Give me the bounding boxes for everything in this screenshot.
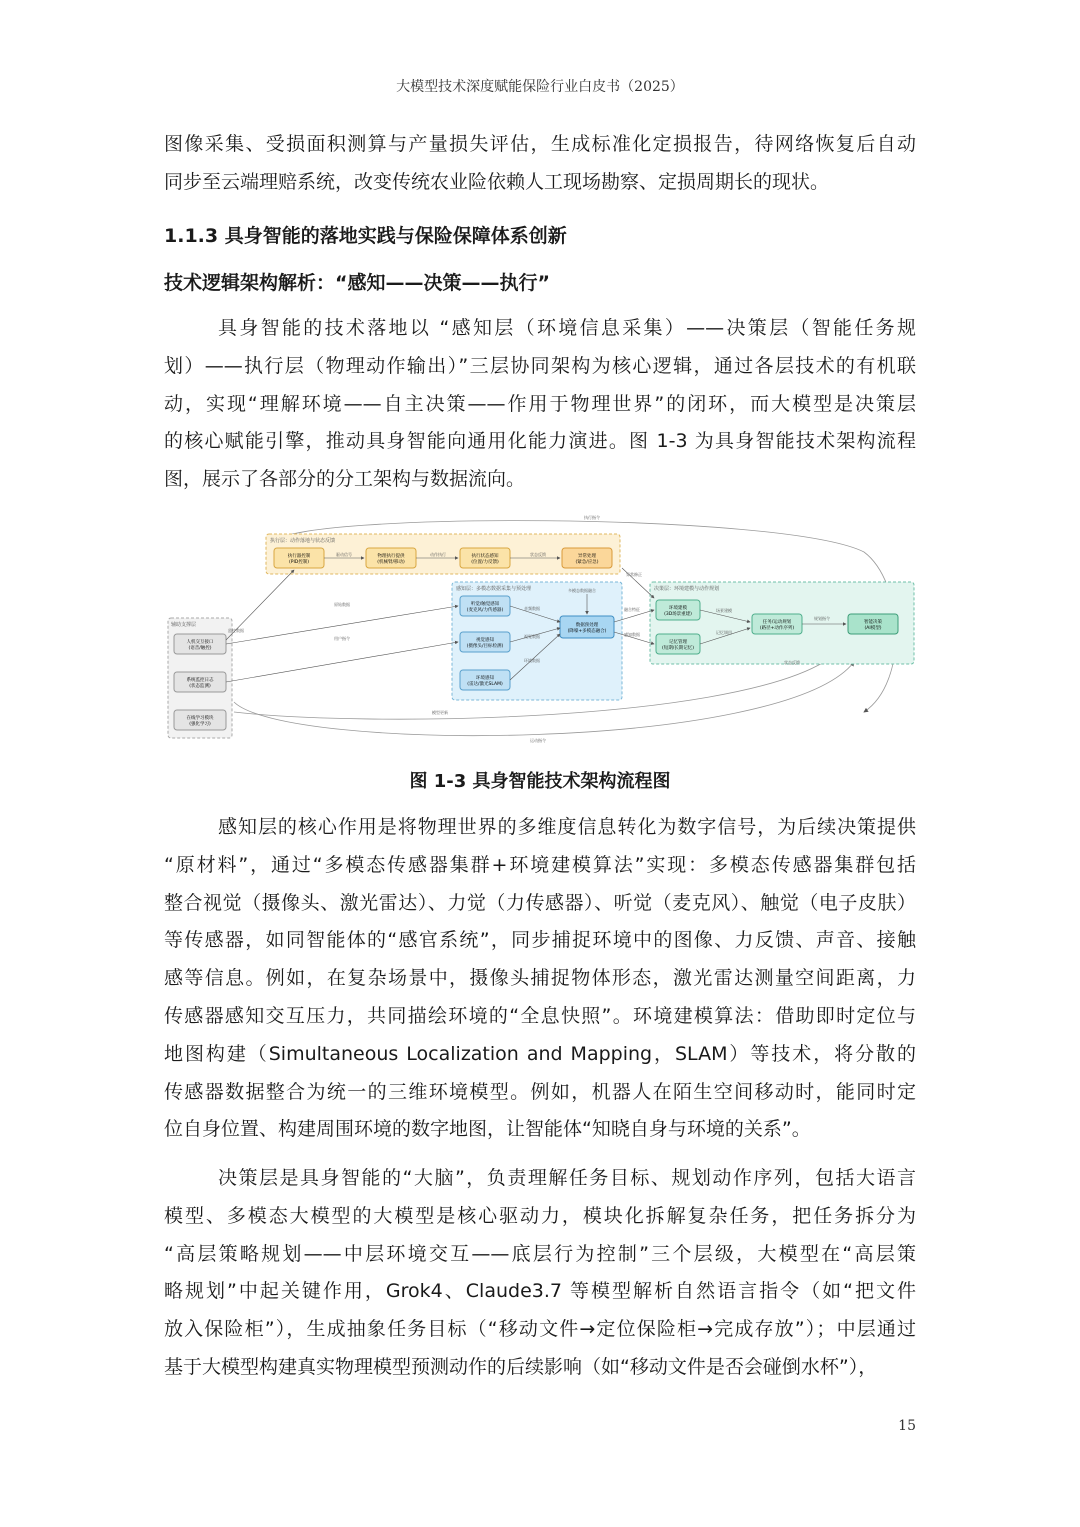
edge-label: 监控数据 xyxy=(228,628,244,633)
text-line: 传感器数据整合为统一的三维环境模型。例如，机器人在陌生空间移动时，能同时定 xyxy=(164,1080,916,1103)
text-line: 感等信息。例如，在复杂场景中，摄像头捕捉物体形态，激光雷达测量空间距离，力 xyxy=(164,967,916,990)
node-exec-2 xyxy=(366,548,416,568)
node-label: 数据预处理 xyxy=(575,623,599,628)
edge-label: 音频数据 xyxy=(524,606,540,611)
group-label-decision: 决策层：环境建模与动作规划 xyxy=(654,586,720,592)
node-sublabel: (路径+动作序列) xyxy=(759,626,795,631)
text-line: 等传感器，如同智能体的“感官系统”，同步捕捉环境中的图像、力反馈、声音、接触 xyxy=(164,929,916,952)
node-sublabel: (摄像头/目标检测) xyxy=(466,644,504,649)
node-label: 任务/运动规划 xyxy=(762,620,792,625)
paragraph-architecture xyxy=(164,310,916,499)
node-sublabel: (语音/触控) xyxy=(188,646,212,651)
node-label: 在线学习模块 xyxy=(186,716,214,721)
node-label: 执行器控制 xyxy=(287,554,311,559)
figure-caption: 图 1-3 具身智能技术架构流程图 xyxy=(409,771,671,792)
node-sublabel: (PID控制) xyxy=(288,560,310,565)
group-label-auxiliary: 辅助支撑层 xyxy=(171,622,197,628)
group-label-execution: 执行层：动作落地与状态反馈 xyxy=(270,538,336,544)
text-line: 动，实现“理解环境——自主决策——作用于物理世界”的闭环，而大模型是决策层 xyxy=(164,392,916,415)
node-sublabel: (AI模型) xyxy=(864,626,882,631)
node-aux-2 xyxy=(174,672,226,692)
node-label: 环境建模 xyxy=(669,606,687,611)
edge-label: 视觉数据 xyxy=(524,634,540,639)
node-exec-1 xyxy=(274,548,324,568)
node-dec-1 xyxy=(656,600,700,620)
edge-label: 状态反馈 xyxy=(530,552,546,557)
edge-label: 记忆调用 xyxy=(716,630,732,635)
text-line: 传感器感知交互压力，共同描绘环境的“全息快照”。环境建模算法：借助即时定位与 xyxy=(164,1004,916,1027)
node-sublabel: (3D场景重建) xyxy=(664,612,692,617)
page-number: 15 xyxy=(898,1418,916,1434)
node-label: 执行状态感知 xyxy=(471,554,499,559)
node-perc-3 xyxy=(460,670,510,690)
node-exec-4 xyxy=(562,548,612,568)
node-label: 环境感知 xyxy=(476,676,494,681)
architecture-diagram xyxy=(164,512,916,748)
group-label-perception: 感知层：多模态数据采集与预处理 xyxy=(456,586,532,592)
node-label: 异常处理 xyxy=(578,554,596,559)
node-dec-3 xyxy=(752,614,802,634)
node-dec-4 xyxy=(848,614,898,634)
node-label: 系统监控日志 xyxy=(186,678,214,683)
edge-label: 多模态数据融合 xyxy=(568,588,596,593)
edge-label: 驱动信号 xyxy=(336,552,352,557)
node-label: 物理执行提供 xyxy=(377,554,405,559)
node-sublabel: (紧急/应急) xyxy=(575,560,599,565)
node-label: 视觉感知 xyxy=(476,638,494,643)
node-aux-1 xyxy=(174,634,226,654)
edge-label: 运动指令 xyxy=(530,738,546,743)
text-line: 模型、多模态大模型的大模型是核心驱动力，模块化拆解复杂任务，把任务拆分为 xyxy=(164,1204,916,1227)
node-perc-2 xyxy=(460,632,510,652)
edge-label: 异常修正 xyxy=(626,572,642,577)
node-sublabel: (麦克风/力传感器) xyxy=(466,608,504,613)
edge-label: 执行指令 xyxy=(584,515,600,520)
node-perc-1 xyxy=(460,596,510,616)
paragraph-decision xyxy=(164,1160,916,1387)
text-line: 略规划”中起关键作用，Grok4、Claude3.7 等模型解析自然语言指令（如“把文件 xyxy=(164,1280,916,1303)
edge-label: 用户指令 xyxy=(334,636,350,641)
text-line: 放入保险柜”），生成抽象任务目标（“移动文件→定位保险柜→完成存放”）；中层通过 xyxy=(164,1318,916,1341)
node-sublabel: (状态监测) xyxy=(189,684,211,689)
node-sublabel: (位置/力反馈) xyxy=(471,560,499,565)
text-line: 决策层是具身智能的“大脑”，负责理解任务目标、规划动作序列，包括大语言 xyxy=(218,1167,916,1189)
edge-label: 场景建模 xyxy=(716,608,732,613)
text-line: 感知层的核心作用是将物理世界的多维度信息转化为数字信号，为后续决策提供 xyxy=(218,816,916,838)
edge-label: 融合特征 xyxy=(624,607,640,612)
text-line: 位自身位置、构建周围环境的数字地图，让智能体“知晓自身与环境的关系”。 xyxy=(164,1118,811,1141)
text-line: 图，展示了各部分的分工架构与数据流向。 xyxy=(164,468,526,491)
node-sublabel: (短期/长期记忆) xyxy=(661,646,695,651)
text-line: “原材料”，通过“多模态传感器集群+环境建模算法”实现：多模态传感器集群包括 xyxy=(164,853,916,876)
node-sublabel: (强化学习) xyxy=(189,722,211,727)
section-heading: 1.1.3 具身智能的落地实践与保险保障体系创新 xyxy=(164,225,567,247)
node-sublabel: (雷达/激光SLAM) xyxy=(467,682,503,687)
text-line: 划）——执行层（物理动作输出）”三层协同架构为核心逻辑，通过各层技术的有机联 xyxy=(164,354,916,377)
node-exec-3 xyxy=(460,548,510,568)
paragraph-intro xyxy=(164,126,916,202)
text-line: 的核心赋能引擎，推动具身智能向通用化能力演进。图 1-3 为具身智能技术架构流程 xyxy=(164,430,916,453)
edge-label: 感知数据 xyxy=(624,632,640,637)
text-line: 图像采集、受损面积测算与产量损失评估，生成标准化定损报告，待网络恢复后自动 xyxy=(164,133,916,155)
node-aux-3 xyxy=(174,710,226,730)
paragraph-perception xyxy=(164,809,916,1149)
subsection-heading: 技术逻辑架构解析：“感知——决策——执行” xyxy=(164,272,550,294)
text-line: 具身智能的技术落地以 “感知层（环境信息采集）——决策层（智能任务规 xyxy=(218,317,916,339)
node-sublabel: (降噪+多模态融合) xyxy=(567,629,607,634)
node-perc-fuse xyxy=(560,616,614,638)
text-line: “高层策略规划——中层环境交互——底层行为控制”三个层级，大模型在“高层策 xyxy=(164,1242,916,1265)
edge-label: 规划指令 xyxy=(814,616,830,621)
edge-label: 状态反馈 xyxy=(784,660,800,665)
node-label: 人机交互接口 xyxy=(186,640,214,645)
node-dec-2 xyxy=(656,634,700,654)
text-line: 基于大模型构建真实物理模型预测动作的后续影响（如“移动文件是否会碰倒水杯”）， xyxy=(164,1355,878,1378)
edge-label: 原始数据 xyxy=(334,602,350,607)
text-line: 地图构建（Simultaneous Localization and Mapping，SLAM）等技术，将分散的 xyxy=(164,1042,916,1065)
edge-label: 环境数据 xyxy=(524,658,540,663)
node-label: 智能决策 xyxy=(864,620,882,625)
running-header: 大模型技术深度赋能保险行业白皮书（2025） xyxy=(396,79,684,95)
node-sublabel: (机械臂/移动) xyxy=(377,560,405,565)
edge-label: 动作执行 xyxy=(430,552,446,557)
node-label: 记忆管理 xyxy=(669,640,687,645)
text-line: 整合视觉（摄像头、激光雷达）、力觉（力传感器）、听觉（麦克风）、触觉（电子皮肤） xyxy=(164,891,916,914)
text-line: 同步至云端理赔系统，改变传统农业险依赖人工现场勘察、定损周期长的现状。 xyxy=(164,170,830,193)
node-label: 听觉/触觉感知 xyxy=(470,602,500,607)
edge-label: 模型更新 xyxy=(432,710,448,715)
